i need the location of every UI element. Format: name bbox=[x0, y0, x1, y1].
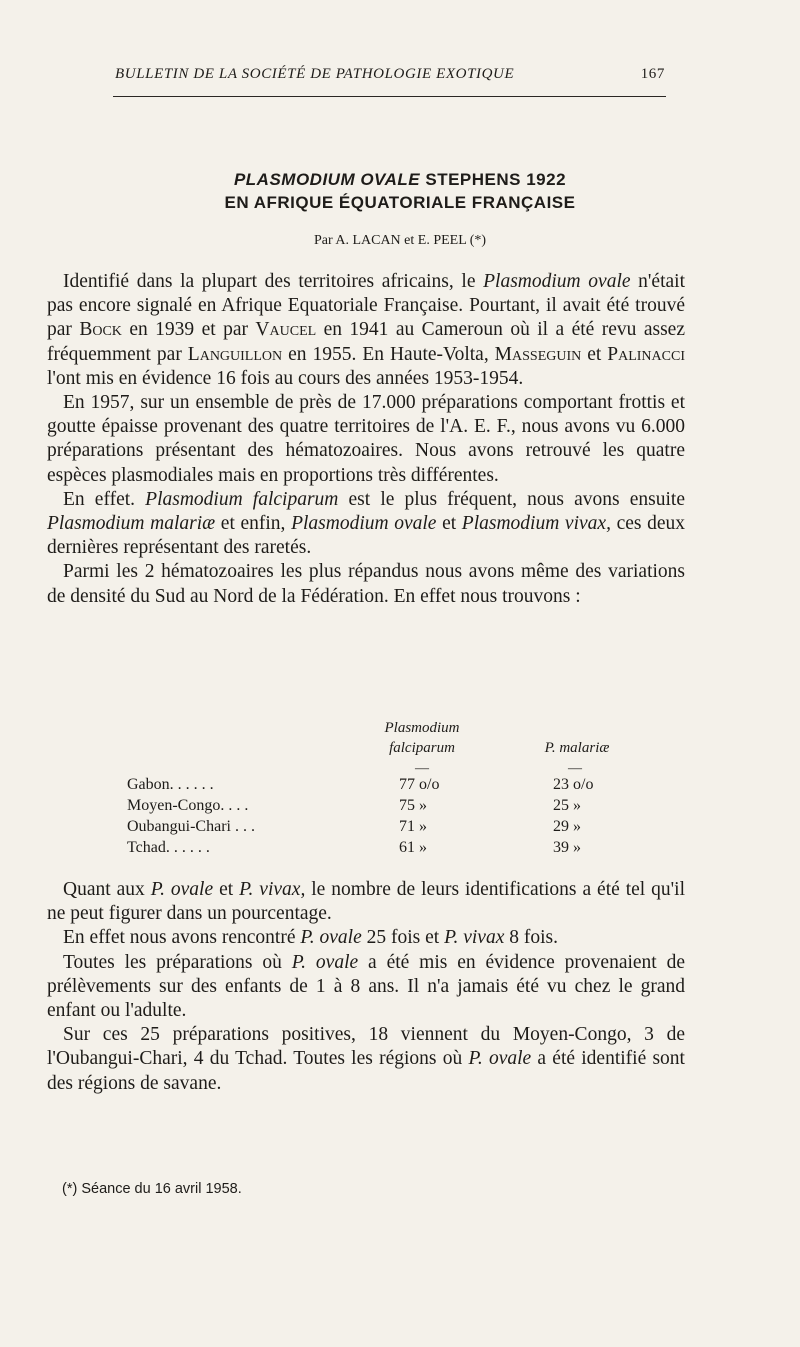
article-body-bottom bbox=[47, 878, 685, 1096]
article-body-top bbox=[47, 270, 685, 609]
paragraph-8: Sur ces 25 préparations positives, 18 viennent du Moyen-Congo, 3 de l'Oubangui-Chari, 4 du Tchad. Toutes les régions où P. ovale a été identifié sont des régions de savane. bbox=[47, 1024, 685, 1094]
row-falciparum: 75 » bbox=[399, 797, 427, 814]
table-row bbox=[127, 837, 647, 858]
row-falciparum: 71 » bbox=[399, 818, 427, 835]
paragraph-2: En 1957, sur un ensemble de près de 17.000 préparations comportant frottis et goutte épaisse provenant des quatre territoires de l'A. E. F., nous avons vu 6.000 préparations présentant des hématozoaires. Nous avons retrouvé les quatre espèces plasmodiales mais en proportions très différentes. bbox=[47, 392, 685, 486]
paragraph-6: En effet nous avons rencontré P. ovale 25 fois et P. vivax 8 fois. bbox=[63, 927, 558, 949]
row-malariae: 23 o/o bbox=[553, 776, 594, 793]
title-species: PLASMODIUM OVALE bbox=[233, 170, 421, 189]
row-falciparum: 77 o/o bbox=[399, 776, 440, 793]
col-header-malariae: P. malariæ bbox=[544, 740, 610, 756]
row-territory: Gabon. . . . . . bbox=[127, 776, 214, 793]
footnote: (*) Séance du 16 avril 1958. bbox=[62, 1181, 242, 1197]
table-row bbox=[127, 774, 647, 795]
paragraph-7: Toutes les préparations où P. ovale a été mis en évidence provenaient de prélèvements sur des enfants de 1 à 8 ans. Il n'a jamais été vu chez le grand enfant ou l'adulte. bbox=[47, 951, 685, 1022]
col-dash-falciparum: — bbox=[415, 761, 429, 776]
row-malariae: 25 » bbox=[553, 797, 581, 814]
col-dash-malariae: — bbox=[568, 761, 582, 776]
paragraph-1: Identifié dans la plupart des territoires africains, le Plasmodium ovale n'était pas encore signalé en Afrique Equatoriale Française. Pourtant, il avait été trouvé par Bock en 1939 et par Vaucel en 1941 au Cameroun où il a été revu assez fréquemment par Languillon en 1955. En Haute-Volta, Masseguin et Palinacci l'ont mis en évidence 16 fois au cours des années 1953-1954. bbox=[47, 271, 685, 389]
paragraph-3: En effet. Plasmodium falciparum est le plus fréquent, nous avons ensuite Plasmodium malariæ et enfin, Plasmodium ovale et Plasmodium vivax, ces deux dernières représentant des raretés. bbox=[47, 488, 686, 559]
table-row bbox=[127, 816, 647, 837]
running-head bbox=[115, 66, 665, 83]
table-row bbox=[127, 795, 647, 816]
byline: Par A. LACAN et E. PEEL (*) bbox=[313, 233, 487, 248]
col-header-falciparum-1: Plasmodium bbox=[384, 720, 460, 736]
row-territory: Oubangui-Chari . . . bbox=[127, 818, 255, 835]
col-header-falciparum-2: falciparum bbox=[389, 740, 455, 756]
row-falciparum: 61 » bbox=[399, 839, 427, 856]
title-author-year: STEPHENS 1922 bbox=[420, 170, 567, 189]
row-malariae: 29 » bbox=[553, 818, 581, 835]
row-malariae: 39 » bbox=[553, 839, 581, 856]
article-title bbox=[0, 170, 800, 190]
running-title: BULLETIN DE LA SOCIÉTÉ DE PATHOLOGIE EXOTIQUE bbox=[115, 66, 515, 82]
paragraph-4: Parmi les 2 hématozoaires les plus répandus nous avons même des variations de densité du Sud au Nord de la Fédération. En effet nous trouvons : bbox=[47, 561, 685, 607]
row-territory: Tchad. . . . . . bbox=[127, 839, 210, 856]
page-number: 167 bbox=[640, 66, 665, 82]
row-territory: Moyen-Congo. . . . bbox=[127, 797, 249, 814]
article-subtitle: EN AFRIQUE ÉQUATORIALE FRANÇAISE bbox=[224, 193, 576, 212]
paragraph-5: Quant aux P. ovale et P. vivax, le nombre de leurs identifications a été tel qu'il ne peut figurer dans un pourcentage. bbox=[47, 879, 686, 925]
header-rule bbox=[113, 96, 666, 97]
